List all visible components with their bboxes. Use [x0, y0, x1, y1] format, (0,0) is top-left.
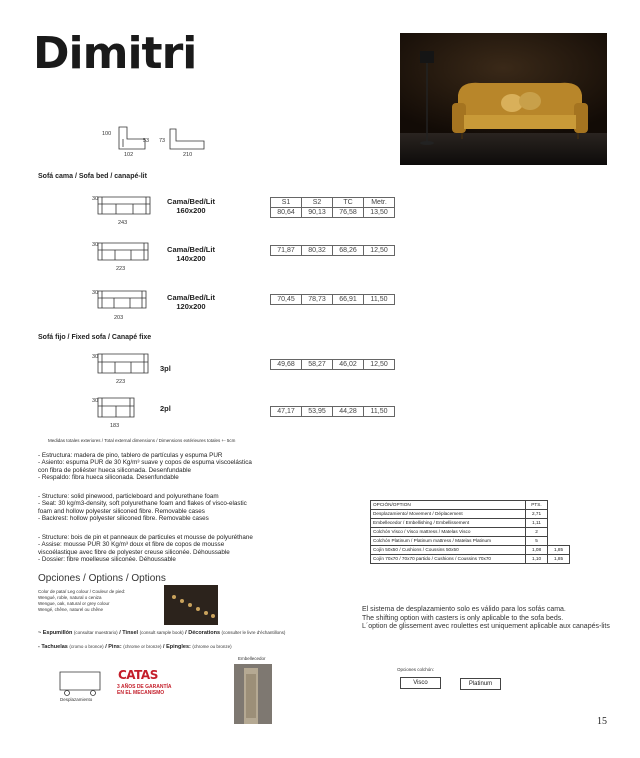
dim-height-a: 100: [102, 131, 112, 137]
bed-label: [160, 293, 222, 311]
option-pts: 1,10: [526, 555, 548, 564]
option-pts: 5: [526, 537, 548, 546]
measures-note: Medidas totales exteriores / Total external dimensions / Dimensions extérieures totales +- 5cm: [48, 438, 236, 443]
sofa-front-icon: [92, 288, 154, 312]
sofa-front-icon: [92, 351, 154, 377]
pins-label: / Pins:: [105, 644, 122, 650]
option-spacer: [548, 537, 570, 546]
dim-height-b: 73: [159, 138, 166, 144]
sofa-bed-row: [92, 240, 154, 272]
row-height-dim: 30: [92, 290, 99, 296]
price-table-3pl: [270, 359, 395, 370]
leg-color-line: Wengé, chêne, naturel ou chêne: [38, 607, 103, 612]
embellecedor-photo: [234, 664, 272, 724]
price-cell: 71,87: [271, 246, 302, 256]
spec-line: foam and hollow polyester siliconed fibre. Removable cases: [38, 507, 205, 515]
price-cell: 44,28: [333, 407, 364, 417]
pins-sub: (chrome or bronze): [123, 644, 162, 649]
dim-depth-a: 53: [143, 138, 150, 144]
bed-label: [160, 197, 222, 215]
option-pts: 1,11: [526, 519, 548, 528]
bed-label-line1: Cama/Bed/Lit: [167, 245, 215, 254]
price-cell: 70,45: [271, 295, 302, 305]
option-pts: 2: [526, 528, 548, 537]
price-table-bed-160: [270, 197, 395, 218]
option-name: Cojín 50x50 / Cushions / Coussins 50x50: [371, 546, 526, 555]
leg-color-line: Wengue, oak, natural or grey colour: [38, 601, 110, 606]
price-cell: 53,95: [302, 407, 333, 417]
caster-note-line: El sistema de desplazamiento solo es válido para los sofás cama.: [362, 606, 566, 613]
mattress-options-label: Opciones colchón:: [397, 667, 435, 672]
bed-label-line2: 140x200: [176, 254, 206, 263]
option-extra: 1,85: [548, 555, 570, 564]
row-height-dim: 30: [92, 398, 99, 404]
fixed-sofa-label: 3pl: [160, 364, 171, 373]
bed-label-line1: Cama/Bed/Lit: [167, 293, 215, 302]
studs-icon: [164, 585, 218, 625]
bed-label-line1: Cama/Bed/Lit: [167, 197, 215, 206]
spec-line: - Structure: solid pinewood, particleboard and polyurethane foam: [38, 493, 219, 500]
row-width-dim: 223: [116, 266, 126, 272]
deco-sub: (consulter le livre d'échantillons): [221, 630, 286, 635]
sofa-front-icon: [92, 240, 154, 264]
row-width-dim: 223: [116, 379, 126, 385]
option-header: PTS.: [526, 501, 548, 510]
epingles-sub: (chrome ou bronze): [192, 644, 232, 649]
catas-warranty: 3 AÑOS DE GARANTÍA EN EL MECANISMO: [117, 684, 172, 696]
row-height-dim: 30: [92, 354, 99, 360]
price-header: S1: [271, 198, 302, 208]
fixed-sofa-heading: Sofá fijo / Fixed sofa / Canapé fixe: [38, 334, 152, 341]
bed-label-line2: 120x200: [176, 302, 206, 311]
spec-line: viscoélastique avec fibre de polyester creuse siliconée. Déhoussable: [38, 548, 230, 556]
price-cell: 66,91: [333, 295, 364, 305]
spec-line: con fibra de poliéster hueca siliconada. Desenfundable: [38, 466, 191, 474]
price-cell: 90,13: [302, 208, 333, 218]
sofa-bed-row: [92, 194, 154, 226]
studs-label: - Tachuelas: [38, 644, 68, 650]
tinsel-sub: (consult sample book): [139, 630, 184, 635]
price-cell: 78,73: [302, 295, 333, 305]
price-cell: 11,50: [364, 407, 395, 417]
spec-line: - Asiento: espuma PUR de 30 Kg/m³ suave y copos de espuma viscoelástica: [38, 459, 252, 467]
price-cell: 12,50: [364, 360, 395, 370]
sofa-bed-heading: Sofá cama / Sofa bed / canapé-lit: [38, 173, 147, 180]
sofa-side-view-icon: [115, 123, 151, 151]
sofa-bed-row: [92, 288, 154, 321]
row-width-dim: 183: [110, 423, 120, 429]
dim-width-a: 102: [124, 152, 134, 158]
caster-note-line: The shifting option with casters is only aplicable to the sofa beds.: [362, 614, 564, 622]
desplazamiento-caption: Desplazamiento: [60, 697, 93, 702]
price-cell: 76,58: [333, 208, 364, 218]
fixed-sofa-label: 2pl: [160, 404, 171, 413]
option-name: Cojín 70x70 / 70x70 partido / Cushions / Coussins 70x70: [371, 555, 526, 564]
leg-color-info: [38, 589, 163, 613]
spec-line: - Respaldo: fibra hueca siliconada. Desenfundable: [38, 473, 179, 481]
embellecedor-caption: Embellecedor: [238, 656, 266, 661]
spec-line: - Structure: bois de pin et panneaux de particules et mousse de polyuréthane: [38, 534, 253, 541]
price-cell: 80,64: [271, 208, 302, 218]
page-number: 15: [597, 716, 607, 727]
option-pts: 2,71: [526, 510, 548, 519]
price-table-bed-120: [270, 294, 395, 305]
price-table-2pl: [270, 406, 395, 417]
catas-logo: CATAS: [118, 668, 158, 682]
dim-width-b: 210: [183, 152, 193, 158]
embellecedor-icon: [234, 664, 272, 724]
specs-en: [38, 493, 338, 522]
price-cell: 13,50: [364, 208, 395, 218]
row-height-dim: 30: [92, 196, 99, 202]
price-cell: 47,17: [271, 407, 302, 417]
price-header: Metr.: [364, 198, 395, 208]
fixed-sofa-row: [92, 395, 142, 429]
price-cell: 46,02: [333, 360, 364, 370]
deco-label: / Décorations: [185, 630, 221, 636]
casters-sketch-icon: [55, 668, 105, 698]
bed-label: [160, 245, 222, 263]
option-name: Desplazamiento/ Movement / Déplacement: [371, 510, 526, 519]
option-pts: 1,08: [526, 546, 548, 555]
caster-note-line: L´option de glissement avec roulettes est uniquement aplicable aux canapés-lits: [362, 623, 610, 630]
price-cell: 12,50: [364, 246, 395, 256]
price-header: TC: [333, 198, 364, 208]
spec-line: - Estructura: madera de pino, tablero de partículas y espuma PUR: [38, 452, 223, 459]
product-photo: [400, 33, 607, 165]
studs-photo: [164, 585, 218, 625]
piping-sub: (consultar muestrario): [73, 630, 118, 635]
spec-line: - Dossier: fibre moelleuse siliconée. Déhoussable: [38, 555, 176, 563]
epingles-label: / Epingles:: [163, 644, 191, 650]
option-extra: 1,85: [548, 546, 570, 555]
spec-line: - Backrest: hollow polyester siliconed fibre. Removable cases: [38, 514, 209, 522]
row-width-dim: 243: [118, 220, 128, 226]
piping-label: ~ Espumillón: [38, 630, 73, 636]
option-header: OPCIÓN/OPTION: [371, 501, 526, 510]
caster-note: [362, 606, 632, 632]
overall-dimensions: [100, 123, 210, 161]
mattress-visco-button[interactable]: Visco: [400, 677, 441, 689]
specs-fr: [38, 534, 338, 563]
row-height-dim: 30: [92, 242, 99, 248]
options-heading: Opciones / Options / Options: [38, 573, 166, 584]
spec-line: - Assise: mousse PUR 30 Kg/m³ doux et fibre de copos de mousse: [38, 541, 225, 549]
specs-es: [38, 452, 338, 481]
option-name: Embellecedor / Embellishing / Embellissement: [371, 519, 526, 528]
tinsel-label: / Tinsel: [119, 630, 139, 636]
mattress-platinum-button[interactable]: Platinum: [460, 678, 501, 690]
price-cell: 49,68: [271, 360, 302, 370]
studs-sub: (cromo o bronce): [69, 644, 104, 649]
leg-color-line: Wengué, roble, natural o ceniza: [38, 595, 102, 600]
price-cell: 11,50: [364, 295, 395, 305]
option-name: Colchón Platinum / Platinum mattress / Matelas Platinum: [371, 537, 526, 546]
price-table-bed-140: [270, 245, 395, 256]
row-width-dim: 203: [114, 315, 124, 321]
option-spacer: [548, 519, 570, 528]
spec-line: - Seat: 30 kg/m3-density, soft polyurethane foam and flakes of visco-elastic: [38, 500, 247, 508]
price-header: S2: [302, 198, 333, 208]
option-spacer: [548, 510, 570, 519]
product-title: Dimitri: [33, 28, 197, 79]
bed-label-line2: 160x200: [176, 206, 206, 215]
sofa-bed-side-view-icon: [166, 127, 206, 151]
leg-color-line: Color de pata/ Leg colour / Couleur de pied:: [38, 589, 126, 594]
price-cell: 58,27: [302, 360, 333, 370]
sofa-front-icon: [92, 194, 154, 218]
options-price-table: [370, 500, 570, 564]
option-spacer: [548, 501, 570, 510]
option-name: Colchón Visco / Visco mattress / Matelas Visco: [371, 528, 526, 537]
sofa-front-icon: [92, 395, 142, 421]
fixed-sofa-row: [92, 351, 154, 385]
option-spacer: [548, 528, 570, 537]
price-cell: 80,32: [302, 246, 333, 256]
piping-line: [38, 630, 285, 636]
price-cell: 68,26: [333, 246, 364, 256]
studs-line: [38, 644, 232, 650]
